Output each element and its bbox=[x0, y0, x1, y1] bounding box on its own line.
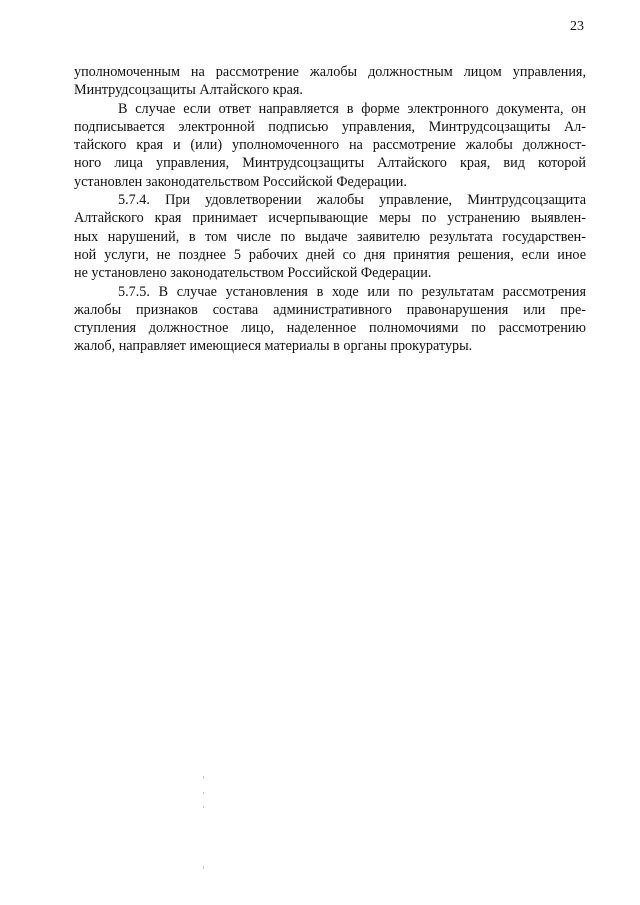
paragraph-2-line-1: В случае если ответ направляется в форме электронного документа, он bbox=[118, 100, 586, 117]
paragraph-3-line-2: Алтайского края принимает исчерпывающие меры по устранению выявлен- bbox=[74, 210, 586, 227]
paragraph-3-line-3: ных нарушений, в том числе по выдаче заявителю результата государствен- bbox=[74, 228, 586, 245]
paragraph-1-line-2: Минтрудсоцзащиты Алтайского края. bbox=[74, 82, 303, 99]
paragraph-4-line-2: жалобы признаков состава административного правонарушения или пре- bbox=[74, 301, 586, 318]
paragraph-2-line-3: тайского края и (или) уполномоченного на рассмотрение жалобы должност- bbox=[74, 137, 586, 154]
scan-artifact bbox=[203, 866, 204, 869]
paragraph-3-line-5: не установлено законодательством Российской Федерации. bbox=[74, 265, 432, 282]
paragraph-4-line-4: жалоб, направляет имеющиеся материалы в органы прокуратуры. bbox=[74, 338, 473, 355]
paragraph-3-line-4: ной услуги, не позднее 5 рабочих дней со дня принятия решения, если иное bbox=[74, 246, 586, 263]
paragraph-1-line-1: уполномоченным на рассмотрение жалобы должностным лицом управления, bbox=[74, 64, 586, 80]
scan-artifact bbox=[203, 792, 204, 794]
paragraph-3-line-1: 5.7.4. При удовлетворении жалобы управление, Минтрудсоцзащита bbox=[118, 192, 586, 209]
page-number: 23 bbox=[570, 19, 584, 34]
document-body bbox=[74, 63, 586, 356]
paragraph-2-line-4: ного лица управления, Минтрудсоцзащиты Алтайского края, вид которой bbox=[74, 155, 586, 172]
paragraph-4-line-1: 5.7.5. В случае установления в ходе или по результатам рассмотрения bbox=[118, 283, 586, 300]
paragraph-2-line-5: установлен законодательством Российской Федерации. bbox=[74, 173, 407, 190]
paragraph-4-line-3: ступления должностное лицо, наделенное полномочиями по рассмотрению bbox=[74, 320, 586, 337]
scan-artifact bbox=[203, 806, 204, 808]
scan-artifact bbox=[203, 776, 204, 779]
paragraph-2-line-2: подписывается электронной подписью управления, Минтрудсоцзащиты Ал- bbox=[74, 118, 586, 135]
